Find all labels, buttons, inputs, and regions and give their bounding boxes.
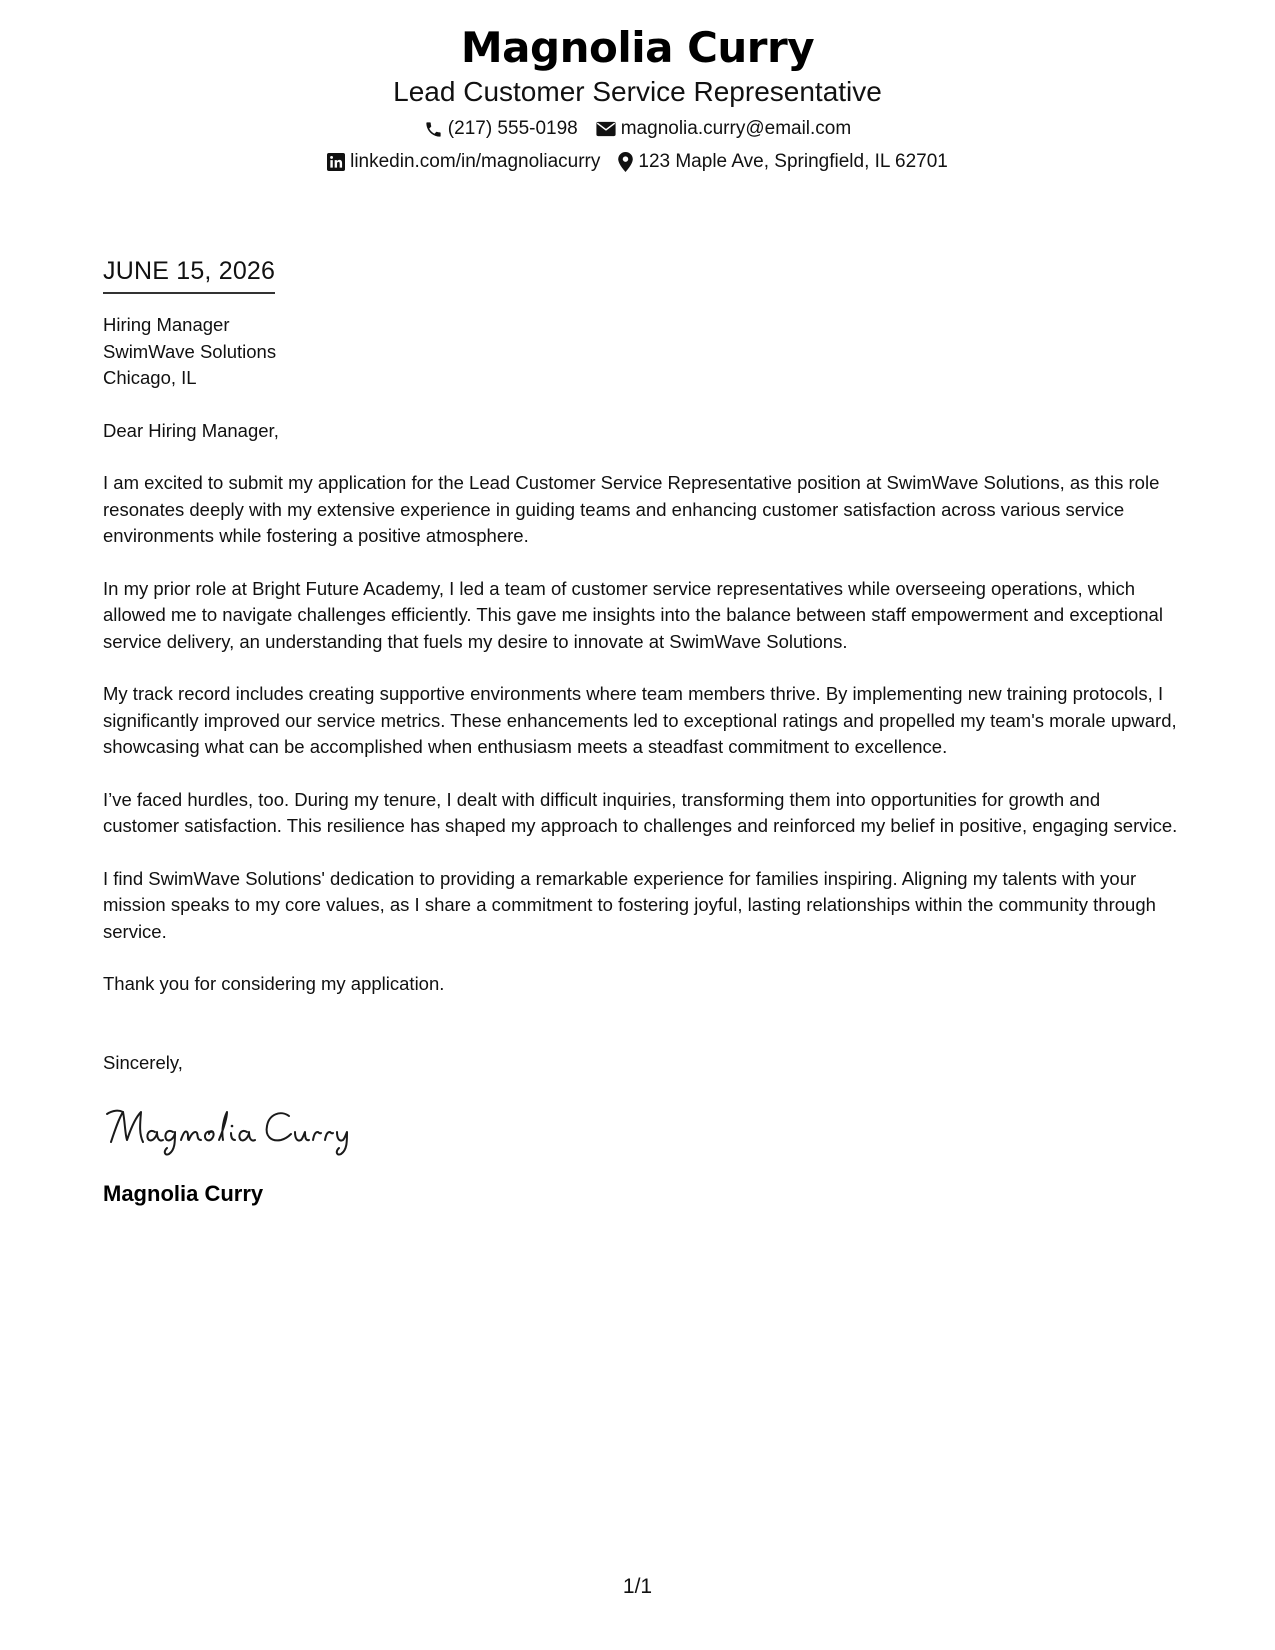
body-paragraph: I’ve faced hurdles, too. During my tenure, I dealt with difficult inquiries, transforming them into opportunities for growth and customer satisfaction. This resilience has shaped my approach to challenges and reinforced my belief in positive, engaging service. [103, 788, 1178, 836]
email-contact[interactable] [596, 117, 851, 141]
body-paragraph: I am excited to submit my application for the Lead Customer Service Representative position at SwimWave Solutions, as this role resonates deeply with my extensive experience in guiding teams and enhancing customer satisfaction across various service environments while fostering a positive atmosphere. [103, 472, 1160, 546]
recipient-location: Chicago, IL [103, 367, 197, 388]
contact-row-2 [0, 150, 1275, 174]
thank-you-paragraph: Thank you for considering my application. [103, 973, 445, 994]
map-pin-icon [618, 152, 633, 172]
salutation: Dear Hiring Manager, [103, 419, 279, 441]
letter-header [0, 22, 1275, 174]
letter-date: JUNE 15, 2026 [103, 257, 276, 285]
body-paragraph: In my prior role at Bright Future Academy, I led a team of customer service representatives while overseeing operations, which allowed me to navigate challenges efficiently. This gave me insights into the balance between staff empowerment and exceptional service delivery, an understanding that fuels my desire to innovate at SwimWave Solutions. [103, 577, 1163, 652]
applicant-name: Magnolia Curry [460, 23, 815, 72]
phone-number: (217) 555-0198 [447, 118, 578, 139]
date-block [103, 256, 275, 294]
recipient-name: Hiring Manager [103, 314, 230, 335]
contact-row-1 [0, 117, 1275, 141]
body-paragraph: My track record includes creating supportive environments where team members thrive. By implementing new training protocols, I significantly improved our service metrics. These enhancements led to exceptional ratings and propelled my team's morale upward, showcasing what can be accomplished when enthusiasm meets a steadfast commitment to excellence. [103, 683, 1177, 757]
signer-name: Magnolia Curry [103, 1181, 264, 1206]
applicant-title: Lead Customer Service Representative [393, 76, 882, 107]
closing: Sincerely, [103, 1051, 183, 1073]
signature-image [103, 1100, 363, 1160]
envelope-icon [596, 121, 616, 137]
linkedin-url: linkedin.com/in/magnoliacurry [350, 151, 601, 172]
linkedin-icon [327, 153, 345, 171]
address-contact [618, 150, 948, 174]
body-paragraph: I find SwimWave Solutions' dedication to providing a remarkable experience for families inspiring. Aligning my talents with your mission speaks to my core values, as I share a commitment to fostering joyful, lasting relationships within the community through service. [103, 867, 1156, 942]
handwritten-signature [103, 1100, 1178, 1160]
linkedin-contact[interactable] [327, 150, 600, 174]
recipient-company: SwimWave Solutions [103, 340, 277, 362]
phone-icon [424, 120, 443, 139]
street-address: 123 Maple Ave, Springfield, IL 62701 [638, 151, 948, 172]
letter-body [103, 256, 1178, 1208]
email-address: magnolia.curry@email.com [620, 118, 852, 139]
phone-contact [424, 117, 578, 141]
page-indicator: 1/1 [622, 1575, 653, 1598]
recipient-block [103, 312, 1178, 392]
